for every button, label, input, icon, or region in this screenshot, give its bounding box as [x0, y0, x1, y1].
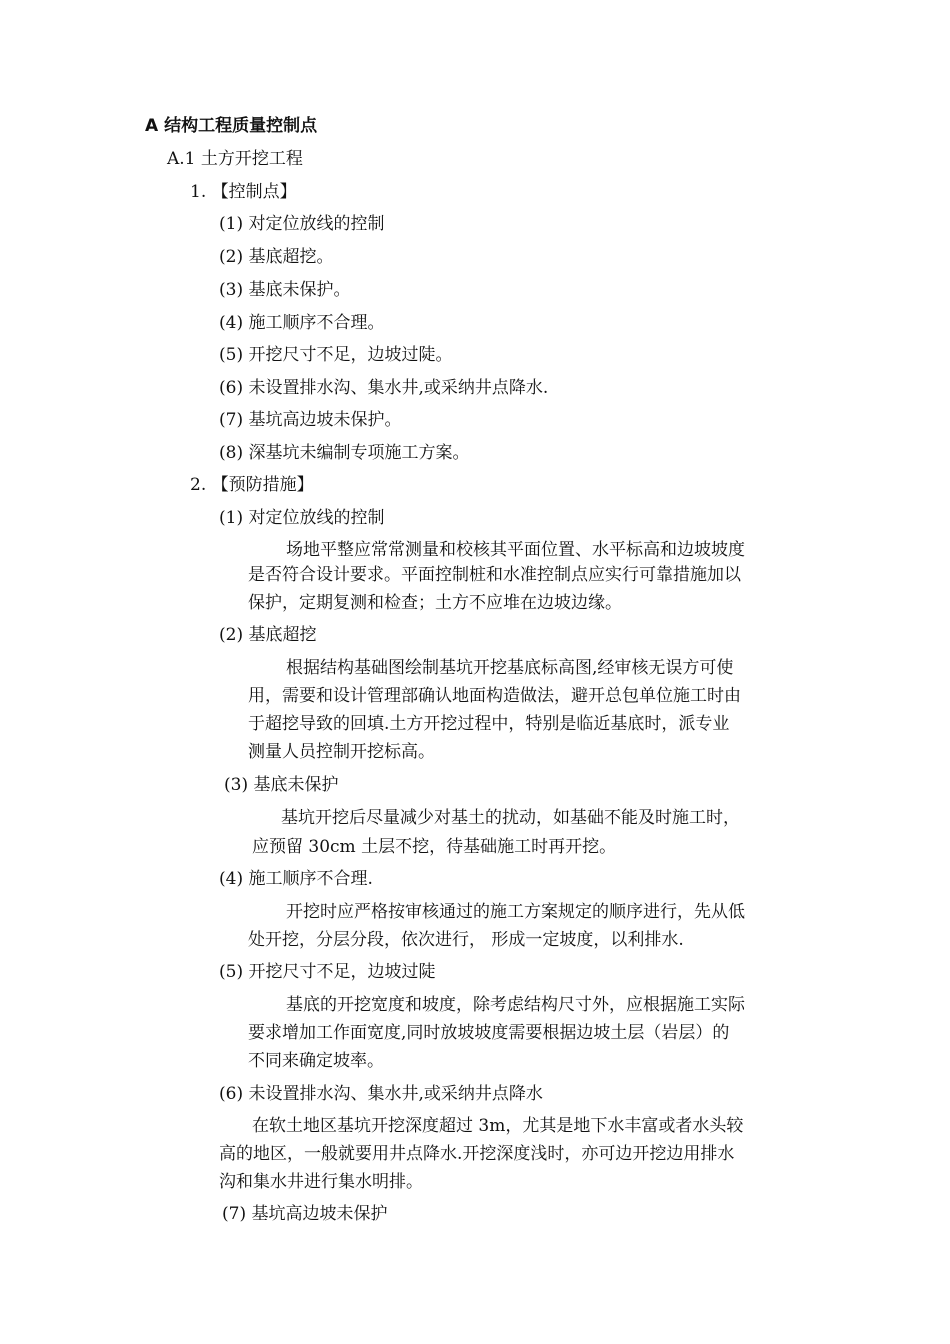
prevention-sub-title: (3) 基底未保护 [224, 775, 339, 795]
control-point-item: (8) 深基坑未编制专项施工方案。 [219, 443, 470, 463]
control-point-item: (4) 施工顺序不合理。 [219, 313, 385, 333]
control-point-item: (3) 基底未保护。 [219, 280, 351, 300]
prevention-heading: 2. 【预防措施】 [190, 475, 314, 495]
paragraph-line: 要求增加工作面宽度,同时放坡坡度需要根据边坡土层（岩层）的 [248, 1023, 730, 1043]
paragraph-line: 基底的开挖宽度和坡度，除考虑结构尺寸外，应根据施工实际 [286, 995, 745, 1015]
paragraph-line: 场地平整应常常测量和校核其平面位置、水平标高和边坡坡度 [286, 540, 745, 560]
paragraph-line: 应预留 30cm 土层不挖，待基础施工时再开挖。 [252, 837, 617, 857]
control-point-item: (5) 开挖尺寸不足，边坡过陡。 [219, 345, 453, 365]
paragraph-line: 保护，定期复测和检查；土方不应堆在边坡边缘。 [248, 593, 622, 613]
paragraph-line: 是否符合设计要求。平面控制桩和水准控制点应实行可靠措施加以 [248, 565, 741, 585]
prevention-sub-title: (6) 未设置排水沟、集水井,或采纳井点降水 [219, 1084, 543, 1104]
prevention-sub-title: (2) 基底超挖 [219, 625, 317, 645]
control-point-item: (1) 对定位放线的控制 [219, 214, 385, 234]
control-point-item: (7) 基坑高边坡未保护。 [219, 410, 402, 430]
control-point-item: (2) 基底超挖。 [219, 247, 334, 267]
paragraph-line: 沟和集水井进行集水明排。 [219, 1172, 423, 1192]
paragraph-line: 测量人员控制开挖标高。 [248, 742, 435, 762]
paragraph-line: 用，需要和设计管理部确认地面构造做法，避开总包单位施工时由 [248, 686, 741, 706]
paragraph-line: 高的地区，一般就要用井点降水.开挖深度浅时，亦可边开挖边用排水 [219, 1144, 735, 1164]
control-points-heading: 1. 【控制点】 [190, 182, 297, 202]
paragraph-line: 开挖时应严格按审核通过的施工方案规定的顺序进行，先从低 [286, 902, 745, 922]
prevention-sub-title: (5) 开挖尺寸不足，边坡过陡 [219, 962, 436, 982]
paragraph-line: 不同来确定坡率。 [248, 1051, 384, 1071]
section-title: A.1 土方开挖工程 [167, 149, 303, 169]
paragraph-line: 于超挖导致的回填.土方开挖过程中，特别是临近基底时，派专业 [248, 714, 730, 734]
paragraph-line: 基坑开挖后尽量减少对基土的扰动，如基础不能及时施工时， [281, 808, 740, 828]
paragraph-line: 处开挖，分层分段，依次进行， 形成一定坡度，以利排水. [248, 930, 684, 950]
prevention-sub-title: (1) 对定位放线的控制 [219, 508, 385, 528]
document-heading: A 结构工程质量控制点 [145, 116, 318, 136]
control-point-item: (6) 未设置排水沟、集水井,或采纳井点降水. [219, 378, 549, 398]
paragraph-line: 在软土地区基坑开挖深度超过 3m，尤其是地下水丰富或者水头较 [252, 1116, 744, 1136]
paragraph-line: 根据结构基础图绘制基坑开挖基底标高图,经审核无误方可使 [286, 658, 734, 678]
prevention-sub-title: (7) 基坑高边坡未保护 [222, 1204, 388, 1224]
prevention-sub-title: (4) 施工顺序不合理. [219, 869, 373, 889]
